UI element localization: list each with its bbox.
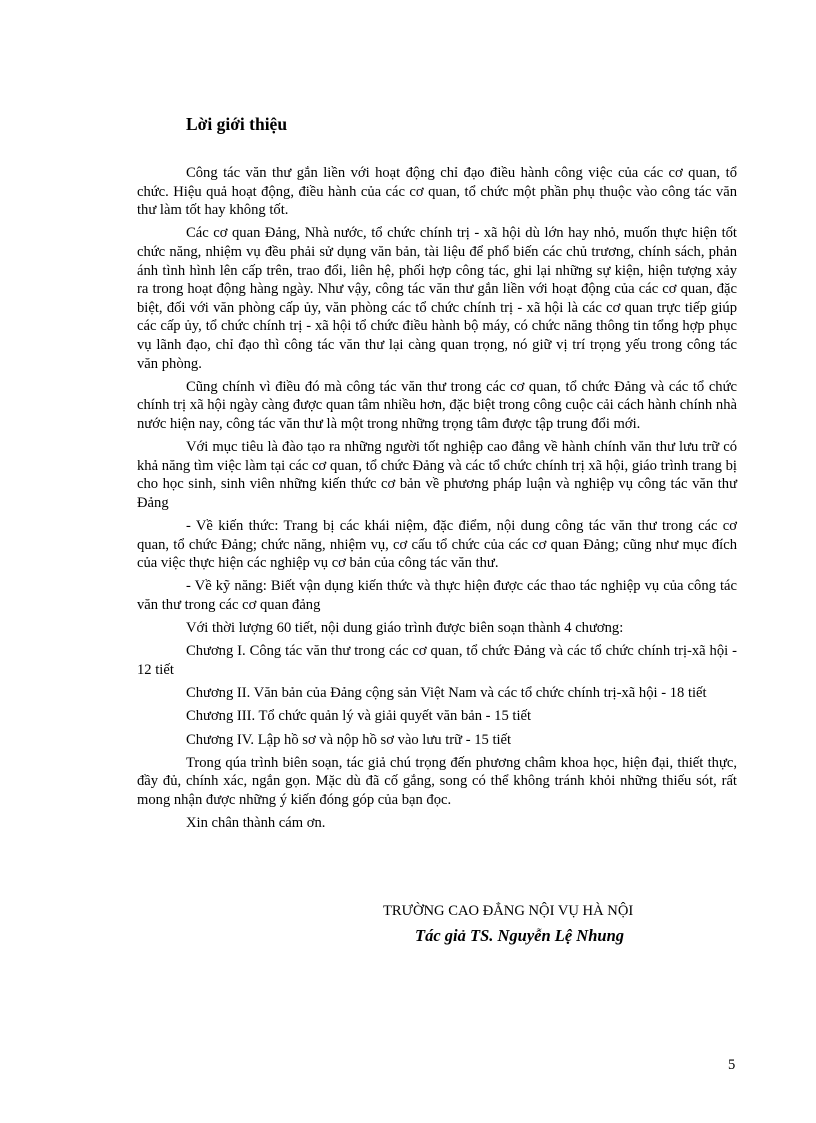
page-title: Lời giới thiệu [186, 114, 288, 134]
chapter-2: Chương II. Văn bản của Đảng cộng sản Việt Nam và các tổ chức chính trị-xã hội - 18 tiết [186, 685, 707, 702]
chapter-1: Chương I. Công tác văn thư trong các cơ quan, tổ chức Đảng và các tổ chức chính trị-xã hội - 12 tiết [137, 643, 737, 678]
chapter-3: Chương III. Tổ chức quản lý và giải quyết văn bản - 15 tiết [186, 708, 532, 725]
signature-author: Tác giả TS. Nguyễn Lệ Nhung [415, 926, 625, 945]
paragraph-importance: Cũng chính vì điều đó mà công tác văn thư trong các cơ quan, tổ chức Đảng và các tổ chức chính trị xã hội ngày càng được quan tâm nhiều hơn, đặc biệt trong công cuộc cải cách hành chính nhà nước hiện nay, công tác văn thư là một trong những trọng tâm được tập trung đổi mới. [137, 378, 737, 432]
paragraph-thanks: Xin chân thành cám ơn. [186, 815, 326, 832]
page-number: 5 [728, 1057, 736, 1073]
paragraph-objective: Với mục tiêu là đào tạo ra những người tốt nghiệp cao đẳng về hành chính văn thư lưu trữ có khả năng tìm việc làm tại các cơ quan, tổ chức Đảng và các tổ chức chính trị xã hội, giáo trình trang bị cho học sinh, sinh viên những kiến thức cơ bản về phương pháp luận và nghiệp vụ công tác văn thư Đảng [137, 439, 737, 511]
body-text [137, 164, 737, 837]
chapter-4: Chương IV. Lập hồ sơ và nộp hồ sơ vào lưu trữ - 15 tiết [186, 731, 512, 748]
paragraph-intro: Công tác văn thư gắn liền với hoạt động chỉ đạo điều hành công việc của các cơ quan, tổ chức. Hiệu quả hoạt động, điều hành của các cơ quan, tổ chức một phần phụ thuộc vào công tác văn thư làm tốt hay không tốt. [137, 165, 737, 219]
paragraph-skills: - Về kỹ năng: Biết vận dụng kiến thức và thực hiện được các thao tác nghiệp vụ của công tác văn thư trong các cơ quan đảng [137, 578, 737, 614]
signature-organization: TRƯỜNG CAO ĐẲNG NỘI VỤ HÀ NỘI [383, 903, 634, 919]
paragraph-knowledge: - Về kiến thức: Trang bị các khái niệm, đặc điểm, nội dung công tác văn thư trong các cơ quan, tổ chức Đảng; chức năng, nhiệm vụ, cơ cấu tổ chức của các cơ quan Đảng; cũng như mục đích của việc thực hiện các nghiệp vụ cơ bản của công tác văn thư. [137, 518, 737, 572]
paragraph-duration: Với thời lượng 60 tiết, nội dung giáo trình được biên soạn thành 4 chương: [186, 620, 624, 637]
paragraph-role: Các cơ quan Đảng, Nhà nước, tổ chức chính trị - xã hội dù lớn hay nhỏ, muốn thực hiện tốt chức năng, nhiệm vụ đều phải sử dụng văn bản, tài liệu để phổ biến các chủ trương, chính sách, phản ánh tình hình lên cấp trên, trao đổi, liên hệ, phối hợp công tác, ghi lại những sự kiện, hiện tượng xảy ra trong hoạt động hàng ngày. Như vậy, công tác văn thư gắn liền với hoạt động của các cơ quan, đặc biệt, đối với văn phòng cấp ủy, văn phòng các tổ chức chính trị - xã hội là các cơ quan trực tiếp giúp các cấp ủy, tổ chức chính trị - xã hội tổ chức điều hành bộ máy, có chức năng thông tin tổng hợp phục vụ lãnh đạo, chỉ đạo thì công tác văn thư lại càng quan trọng, nó giữ vị trí trọng yếu trong công tác văn phòng. [137, 225, 737, 372]
paragraph-compilation: Trong qúa trình biên soạn, tác giả chú trọng đến phương châm khoa học, hiện đại, thiết thực, đầy đủ, chính xác, ngắn gọn. Mặc dù đã cố gắng, song có thể không tránh khỏi những thiếu sót, rất mong nhận được những ý kiến đóng góp của bạn đọc. [137, 754, 737, 808]
